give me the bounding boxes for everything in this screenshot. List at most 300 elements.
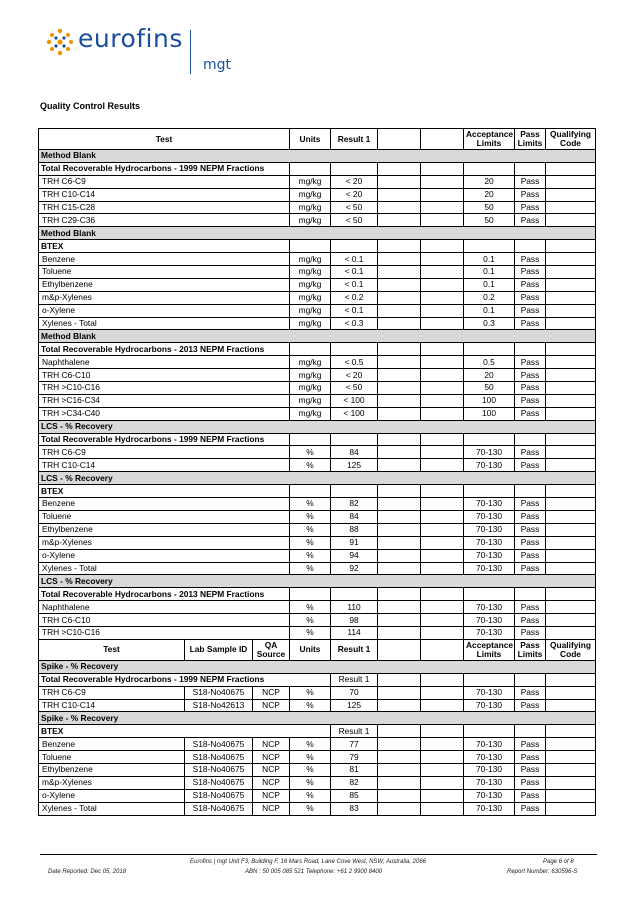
- qualifying-cell: [546, 626, 596, 639]
- pass-cell: Pass: [515, 317, 546, 330]
- qualifying-cell: [546, 446, 596, 459]
- acceptance-cell: 0.5: [464, 356, 515, 369]
- empty-cell: [421, 304, 464, 317]
- section-label: Method Blank: [39, 150, 596, 163]
- section-label: LCS - % Recovery: [39, 420, 596, 433]
- empty-cell: [378, 304, 421, 317]
- table-row: [39, 699, 596, 712]
- test-name: o-Xylene: [39, 549, 290, 562]
- empty-cell: [421, 789, 464, 802]
- units-cell: mg/kg: [290, 201, 331, 214]
- logo-divider: [190, 30, 191, 74]
- table-row: [39, 562, 596, 575]
- result-cell: < 0.3: [331, 317, 378, 330]
- empty-cell: [378, 738, 421, 751]
- empty-cell: [421, 317, 464, 330]
- result-cell: 114: [331, 626, 378, 639]
- units-cell: mg/kg: [290, 291, 331, 304]
- pass-cell: Pass: [515, 446, 546, 459]
- empty-cell: [421, 510, 464, 523]
- table-row: [39, 459, 596, 472]
- result-cell: 82: [331, 498, 378, 511]
- header-test: Test: [39, 639, 185, 660]
- empty-cell: [421, 686, 464, 699]
- acceptance-cell: 0.1: [464, 304, 515, 317]
- table-row: [39, 278, 596, 291]
- units-cell: %: [290, 510, 331, 523]
- units-cell: mg/kg: [290, 304, 331, 317]
- qualifying-cell: [546, 369, 596, 382]
- table-row: [39, 549, 596, 562]
- subsection-label: Total Recoverable Hydrocarbons - 2013 NEPM Fractions: [39, 588, 290, 601]
- result-cell: 94: [331, 549, 378, 562]
- qualifying-cell: [546, 304, 596, 317]
- header-test: Test: [39, 129, 290, 150]
- table-row: [39, 369, 596, 382]
- empty-cell: [290, 240, 331, 253]
- empty-cell: [464, 240, 515, 253]
- test-name: TRH C6-C9: [39, 686, 185, 699]
- empty-cell: [421, 601, 464, 614]
- empty-cell: [421, 673, 464, 686]
- acceptance-cell: 20: [464, 188, 515, 201]
- qualifying-cell: [546, 266, 596, 279]
- pass-cell: Pass: [515, 498, 546, 511]
- header-result: Result 1: [331, 639, 378, 660]
- qualifying-cell: [546, 536, 596, 549]
- qualifying-cell: [546, 214, 596, 227]
- table-header: [39, 129, 596, 150]
- section-row: [39, 150, 596, 163]
- test-name: m&p-Xylenes: [39, 291, 290, 304]
- empty-cell: [464, 433, 515, 446]
- pass-cell: Pass: [515, 278, 546, 291]
- section-label: Spike - % Recovery: [39, 660, 596, 673]
- empty-cell: [421, 523, 464, 536]
- acceptance-cell: 70-130: [464, 601, 515, 614]
- acceptance-cell: 70-130: [464, 562, 515, 575]
- empty-cell: [464, 725, 515, 738]
- test-name: TRH >C16-C34: [39, 394, 290, 407]
- units-cell: mg/kg: [290, 407, 331, 420]
- table-row: [39, 763, 596, 776]
- header-pass: Pass Limits: [515, 639, 546, 660]
- table-row: [39, 291, 596, 304]
- acceptance-cell: 70-130: [464, 510, 515, 523]
- footer-divider: [40, 854, 597, 855]
- acceptance-cell: 50: [464, 214, 515, 227]
- header-acceptance: Acceptance Limits: [464, 129, 515, 150]
- section-row: [39, 420, 596, 433]
- result-cell: 88: [331, 523, 378, 536]
- pass-cell: Pass: [515, 459, 546, 472]
- empty-cell: [378, 549, 421, 562]
- empty-cell: [290, 343, 331, 356]
- empty-cell: [421, 802, 464, 815]
- table-row: [39, 253, 596, 266]
- result-cell: 81: [331, 763, 378, 776]
- result-cell: 125: [331, 699, 378, 712]
- pass-cell: Pass: [515, 614, 546, 627]
- acceptance-cell: 70-130: [464, 536, 515, 549]
- header-empty: [378, 129, 421, 150]
- acceptance-cell: 100: [464, 394, 515, 407]
- qualifying-cell: [546, 459, 596, 472]
- empty-cell: [290, 162, 331, 175]
- lab-sample-id: S18-No42613: [185, 699, 253, 712]
- units-cell: mg/kg: [290, 214, 331, 227]
- acceptance-cell: 70-130: [464, 802, 515, 815]
- empty-cell: [378, 614, 421, 627]
- eurofins-dots-icon: [46, 28, 74, 56]
- qa-source: NCP: [253, 789, 290, 802]
- empty-cell: [378, 485, 421, 498]
- empty-cell: [378, 278, 421, 291]
- qualifying-cell: [546, 317, 596, 330]
- empty-cell: [421, 240, 464, 253]
- footer-address: Eurofins | mgt Unit F3, Building F, 16 Mars Road, Lane Cove West, NSW, Australia, 2066: [190, 859, 426, 865]
- result-cell: < 50: [331, 201, 378, 214]
- qualifying-cell: [546, 802, 596, 815]
- test-name: TRH C10-C14: [39, 188, 290, 201]
- units-cell: mg/kg: [290, 175, 331, 188]
- table-row: [39, 523, 596, 536]
- table-row: [39, 536, 596, 549]
- qa-source: NCP: [253, 699, 290, 712]
- empty-cell: [421, 278, 464, 291]
- result-cell: 92: [331, 562, 378, 575]
- empty-cell: [421, 162, 464, 175]
- acceptance-cell: 100: [464, 407, 515, 420]
- acceptance-cell: 0.2: [464, 291, 515, 304]
- empty-cell: [378, 562, 421, 575]
- table-row: [39, 686, 596, 699]
- qualifying-cell: [546, 699, 596, 712]
- empty-cell: [421, 175, 464, 188]
- header-qa-source: QA Source: [253, 639, 290, 660]
- empty-cell: [421, 498, 464, 511]
- result-cell: < 50: [331, 382, 378, 395]
- qualifying-cell: [546, 188, 596, 201]
- empty-cell: [546, 485, 596, 498]
- qualifying-cell: [546, 614, 596, 627]
- test-name: TRH >C10-C16: [39, 626, 290, 639]
- section-row: [39, 330, 596, 343]
- test-name: Benzene: [39, 253, 290, 266]
- test-name: Toluene: [39, 751, 185, 764]
- units-cell: %: [290, 446, 331, 459]
- acceptance-cell: 70-130: [464, 523, 515, 536]
- test-name: Xylenes - Total: [39, 317, 290, 330]
- qa-source: NCP: [253, 802, 290, 815]
- header-empty: [378, 639, 421, 660]
- empty-cell: [421, 459, 464, 472]
- table-row: [39, 304, 596, 317]
- empty-cell: [378, 686, 421, 699]
- qualifying-cell: [546, 498, 596, 511]
- empty-cell: [378, 725, 421, 738]
- empty-cell: [378, 751, 421, 764]
- units-cell: mg/kg: [290, 266, 331, 279]
- lab-sample-id: S18-No40675: [185, 776, 253, 789]
- section-label: Method Blank: [39, 330, 596, 343]
- section-label: Method Blank: [39, 227, 596, 240]
- qualifying-cell: [546, 523, 596, 536]
- empty-cell: [515, 240, 546, 253]
- empty-cell: [464, 485, 515, 498]
- result-cell: < 0.1: [331, 253, 378, 266]
- acceptance-cell: 70-130: [464, 459, 515, 472]
- test-name: Ethylbenzene: [39, 278, 290, 291]
- test-name: TRH C6-C10: [39, 369, 290, 382]
- empty-cell: [421, 725, 464, 738]
- subsection-row: [39, 588, 596, 601]
- result-cell: 110: [331, 601, 378, 614]
- pass-cell: Pass: [515, 789, 546, 802]
- acceptance-cell: 70-130: [464, 763, 515, 776]
- header-units: Units: [290, 129, 331, 150]
- header-acceptance: Acceptance Limits: [464, 639, 515, 660]
- pass-cell: Pass: [515, 214, 546, 227]
- test-name: TRH C15-C28: [39, 201, 290, 214]
- empty-cell: [378, 673, 421, 686]
- qualifying-cell: [546, 738, 596, 751]
- test-name: TRH C6-C9: [39, 446, 290, 459]
- acceptance-cell: 70-130: [464, 738, 515, 751]
- pass-cell: Pass: [515, 266, 546, 279]
- units-cell: %: [290, 549, 331, 562]
- header-result: Result 1: [331, 129, 378, 150]
- empty-cell: [421, 536, 464, 549]
- table-row: [39, 601, 596, 614]
- qualifying-cell: [546, 201, 596, 214]
- subsection-row: [39, 240, 596, 253]
- empty-cell: [421, 188, 464, 201]
- table-row: [39, 776, 596, 789]
- pass-cell: Pass: [515, 686, 546, 699]
- units-cell: %: [290, 614, 331, 627]
- qualifying-cell: [546, 751, 596, 764]
- empty-cell: [378, 394, 421, 407]
- test-name: o-Xylene: [39, 789, 185, 802]
- result-cell: 82: [331, 776, 378, 789]
- section-label: LCS - % Recovery: [39, 472, 596, 485]
- qualifying-cell: [546, 601, 596, 614]
- result-cell: < 20: [331, 175, 378, 188]
- empty-cell: [515, 162, 546, 175]
- result-cell: < 100: [331, 407, 378, 420]
- test-name: Benzene: [39, 738, 185, 751]
- empty-cell: [421, 369, 464, 382]
- pass-cell: Pass: [515, 188, 546, 201]
- empty-cell: [378, 382, 421, 395]
- section-row: [39, 660, 596, 673]
- lab-sample-id: S18-No40675: [185, 686, 253, 699]
- empty-cell: [378, 201, 421, 214]
- result-cell: 77: [331, 738, 378, 751]
- table-row: [39, 446, 596, 459]
- test-name: Naphthalene: [39, 356, 290, 369]
- table-row: [39, 317, 596, 330]
- acceptance-cell: 70-130: [464, 686, 515, 699]
- qualifying-cell: [546, 562, 596, 575]
- table-row: [39, 188, 596, 201]
- header-qualifying: Qualifying Code: [546, 129, 596, 150]
- empty-cell: [515, 343, 546, 356]
- logo-sub: mgt: [203, 57, 232, 73]
- result-column-label: Result 1: [331, 725, 378, 738]
- pass-cell: Pass: [515, 382, 546, 395]
- test-name: TRH C29-C36: [39, 214, 290, 227]
- empty-cell: [421, 214, 464, 227]
- table-row: [39, 751, 596, 764]
- units-cell: mg/kg: [290, 394, 331, 407]
- pass-cell: Pass: [515, 562, 546, 575]
- acceptance-cell: 20: [464, 175, 515, 188]
- result-cell: < 20: [331, 369, 378, 382]
- qualifying-cell: [546, 549, 596, 562]
- units-cell: mg/kg: [290, 382, 331, 395]
- result-cell: 91: [331, 536, 378, 549]
- empty-cell: [378, 699, 421, 712]
- acceptance-cell: 70-130: [464, 498, 515, 511]
- units-cell: %: [290, 686, 331, 699]
- empty-cell: [331, 433, 378, 446]
- section-row: [39, 712, 596, 725]
- empty-cell: [421, 614, 464, 627]
- qualifying-cell: [546, 291, 596, 304]
- acceptance-cell: 0.1: [464, 266, 515, 279]
- section-row: [39, 575, 596, 588]
- units-cell: mg/kg: [290, 253, 331, 266]
- test-name: Xylenes - Total: [39, 802, 185, 815]
- pass-cell: Pass: [515, 510, 546, 523]
- empty-cell: [290, 485, 331, 498]
- empty-cell: [378, 802, 421, 815]
- units-cell: %: [290, 738, 331, 751]
- subsection-row: [39, 485, 596, 498]
- empty-cell: [378, 588, 421, 601]
- subsection-row: [39, 673, 596, 686]
- empty-cell: [378, 162, 421, 175]
- pass-cell: Pass: [515, 291, 546, 304]
- acceptance-cell: 20: [464, 369, 515, 382]
- units-cell: %: [290, 763, 331, 776]
- subsection-row: [39, 725, 596, 738]
- empty-cell: [378, 626, 421, 639]
- pass-cell: Pass: [515, 369, 546, 382]
- empty-cell: [378, 446, 421, 459]
- empty-cell: [331, 343, 378, 356]
- acceptance-cell: 70-130: [464, 776, 515, 789]
- acceptance-cell: 50: [464, 201, 515, 214]
- pass-cell: Pass: [515, 751, 546, 764]
- test-name: TRH C6-C10: [39, 614, 290, 627]
- result-cell: < 0.1: [331, 278, 378, 291]
- qualifying-cell: [546, 175, 596, 188]
- qa-source: NCP: [253, 686, 290, 699]
- logo-text: eurofins: [78, 24, 183, 53]
- result-cell: 84: [331, 446, 378, 459]
- header-pass: Pass Limits: [515, 129, 546, 150]
- qc-results-table: [38, 128, 596, 816]
- result-cell: < 0.1: [331, 304, 378, 317]
- table-row: [39, 789, 596, 802]
- empty-cell: [421, 446, 464, 459]
- qa-source: NCP: [253, 751, 290, 764]
- pass-cell: Pass: [515, 738, 546, 751]
- acceptance-cell: 0.1: [464, 253, 515, 266]
- pass-cell: Pass: [515, 549, 546, 562]
- table-row: [39, 382, 596, 395]
- lab-sample-id: S18-No40675: [185, 789, 253, 802]
- empty-cell: [290, 433, 331, 446]
- footer-page: Page 6 of 8: [543, 859, 574, 865]
- units-cell: %: [290, 601, 331, 614]
- qualifying-cell: [546, 394, 596, 407]
- table-row: [39, 510, 596, 523]
- empty-cell: [378, 356, 421, 369]
- result-cell: < 20: [331, 188, 378, 201]
- units-cell: mg/kg: [290, 369, 331, 382]
- pass-cell: Pass: [515, 802, 546, 815]
- result-cell: < 0.1: [331, 266, 378, 279]
- empty-cell: [421, 626, 464, 639]
- empty-cell: [421, 776, 464, 789]
- qualifying-cell: [546, 382, 596, 395]
- acceptance-cell: 70-130: [464, 614, 515, 627]
- empty-cell: [421, 394, 464, 407]
- pass-cell: Pass: [515, 763, 546, 776]
- header-empty: [421, 129, 464, 150]
- empty-cell: [378, 175, 421, 188]
- empty-cell: [331, 588, 378, 601]
- result-cell: 98: [331, 614, 378, 627]
- empty-cell: [421, 291, 464, 304]
- result-cell: 83: [331, 802, 378, 815]
- empty-cell: [421, 751, 464, 764]
- test-name: Ethylbenzene: [39, 763, 185, 776]
- empty-cell: [378, 498, 421, 511]
- qualifying-cell: [546, 763, 596, 776]
- units-cell: mg/kg: [290, 188, 331, 201]
- pass-cell: Pass: [515, 253, 546, 266]
- subsection-label: Total Recoverable Hydrocarbons - 1999 NEPM Fractions: [39, 162, 290, 175]
- empty-cell: [421, 343, 464, 356]
- empty-cell: [421, 562, 464, 575]
- empty-cell: [515, 433, 546, 446]
- test-name: TRH >C34-C40: [39, 407, 290, 420]
- subsection-label: Total Recoverable Hydrocarbons - 2013 NEPM Fractions: [39, 343, 290, 356]
- footer-abn: ABN : 50 005 085 521 Telephone: +61 2 9900 8400: [245, 869, 383, 875]
- test-name: Toluene: [39, 266, 290, 279]
- table-row: [39, 407, 596, 420]
- acceptance-cell: 70-130: [464, 789, 515, 802]
- pass-cell: Pass: [515, 536, 546, 549]
- empty-cell: [378, 789, 421, 802]
- acceptance-cell: 70-130: [464, 549, 515, 562]
- empty-cell: [464, 588, 515, 601]
- units-cell: %: [290, 459, 331, 472]
- result-cell: 125: [331, 459, 378, 472]
- result-cell: 85: [331, 789, 378, 802]
- empty-cell: [464, 343, 515, 356]
- pass-cell: Pass: [515, 175, 546, 188]
- lab-sample-id: S18-No40675: [185, 751, 253, 764]
- empty-cell: [378, 291, 421, 304]
- empty-cell: [421, 356, 464, 369]
- result-cell: 79: [331, 751, 378, 764]
